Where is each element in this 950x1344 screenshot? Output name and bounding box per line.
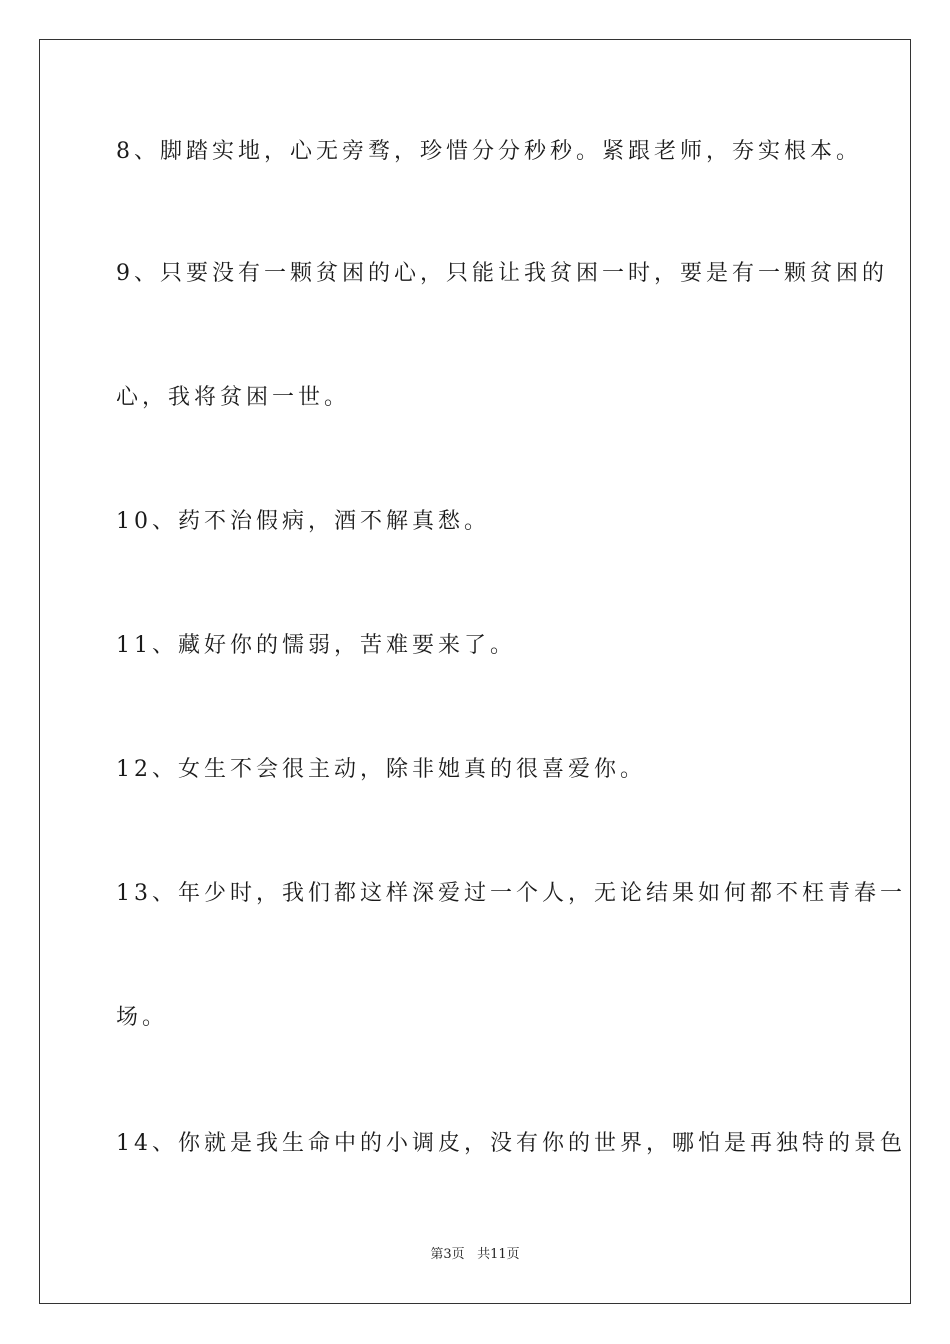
page-border <box>39 39 911 1304</box>
text-line-item-9-cont: 心，我将贫困一世。 <box>116 385 351 410</box>
text-line-item-14: 14、你就是我生命中的小调皮，没有你的世界，哪怕是再独特的景色 <box>116 1131 906 1156</box>
text-line-item-12: 12、女生不会很主动，除非她真的很喜爱你。 <box>116 757 646 782</box>
text-line-item-13-cont: 场。 <box>116 1005 169 1030</box>
page-number: 第3页 <box>430 1247 465 1262</box>
page-footer <box>0 1246 950 1264</box>
text-line-item-11: 11、藏好你的懦弱，苦难要来了。 <box>116 633 516 658</box>
text-line-item-8: 8、脚踏实地，心无旁骛，珍惜分分秒秒。紧跟老师，夯实根本。 <box>116 139 862 164</box>
text-line-item-10: 10、药不治假病，酒不解真愁。 <box>116 509 490 534</box>
page-total: 共11页 <box>477 1247 520 1262</box>
text-line-item-9: 9、只要没有一颗贫困的心，只能让我贫困一时，要是有一颗贫困的 <box>116 261 888 286</box>
text-line-item-13: 13、年少时，我们都这样深爱过一个人，无论结果如何都不枉青春一 <box>116 881 906 906</box>
